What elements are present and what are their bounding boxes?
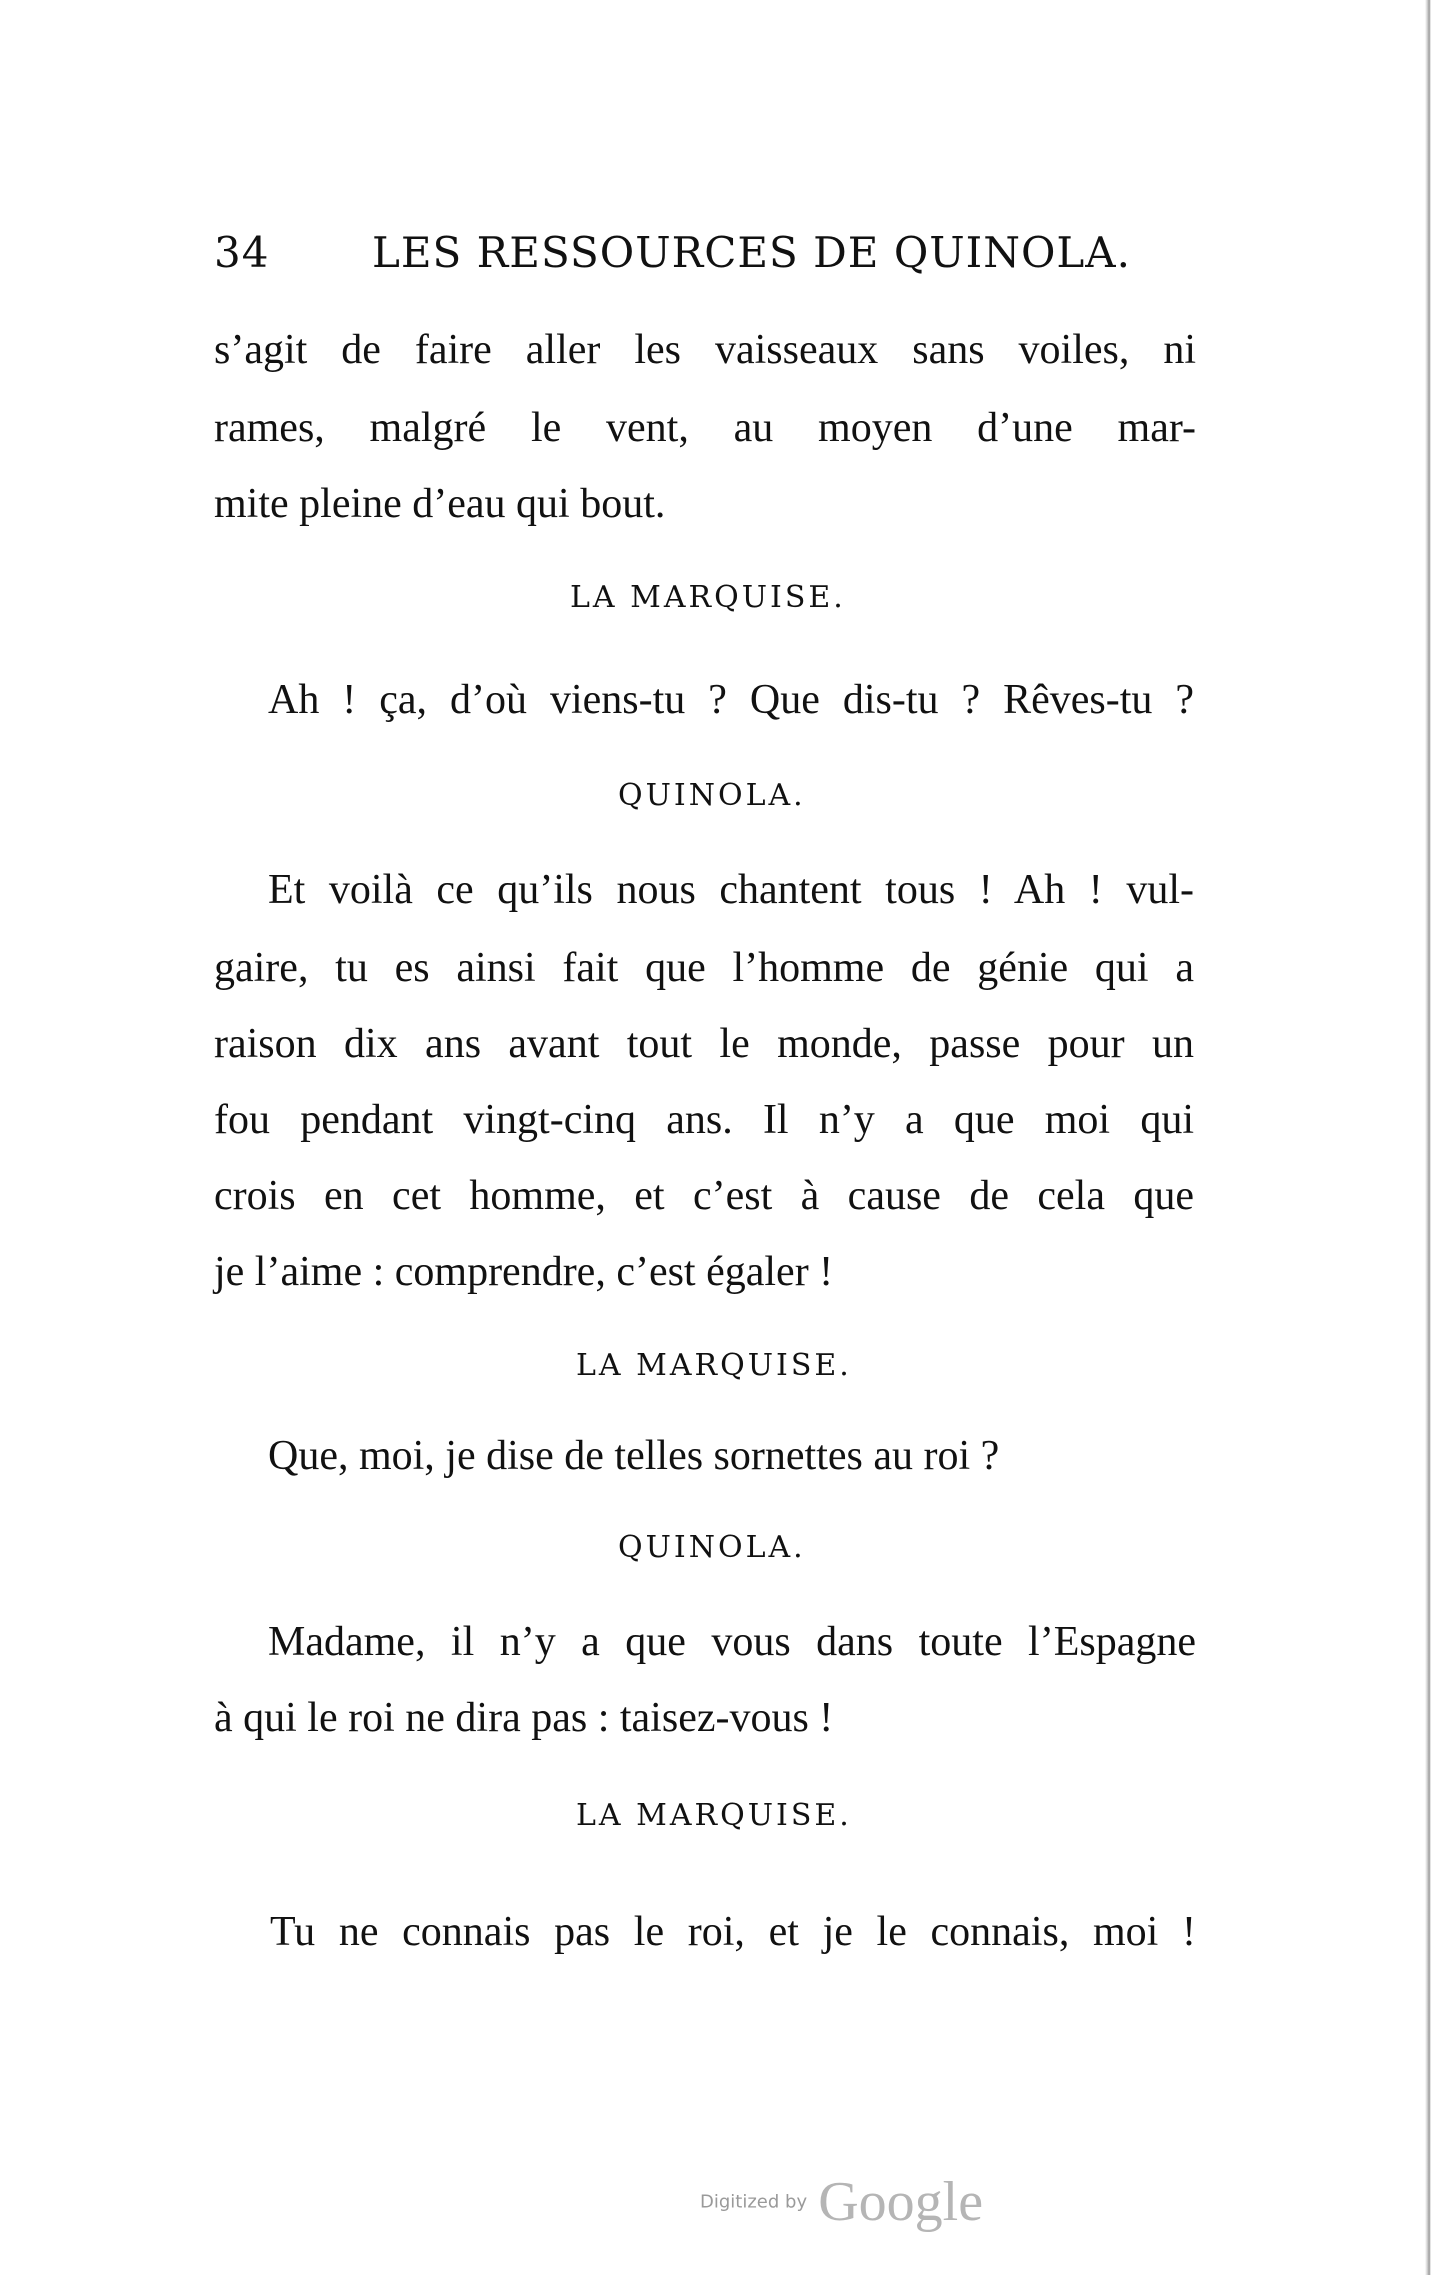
speaker-name: LA MARQUISE.	[576, 1798, 852, 1833]
text-line: Et voilà ce qu’ils nous chantent tous ! Ah ! vul-	[268, 867, 1194, 913]
text-line: crois en cet homme, et c’est à cause de cela que	[214, 1173, 1194, 1219]
text-line: Ah ! ça, d’où viens-tu ? Que dis-tu ? Rêves-tu ?	[268, 677, 1194, 723]
text-line: rames, malgré le vent, au moyen d’une mar-	[214, 405, 1196, 451]
running-header	[214, 228, 1131, 288]
text-line: Madame, il n’y a que vous dans toute l’Espagne	[268, 1619, 1196, 1665]
digitized-watermark	[700, 2170, 983, 2234]
text-line: à qui le roi ne dira pas : taisez-vous !	[214, 1695, 834, 1741]
text-line: mite pleine d’eau qui bout.	[214, 481, 666, 527]
digitized-label: Digitized by	[700, 2191, 808, 2213]
text-line: je l’aime : comprendre, c’est égaler !	[214, 1249, 834, 1295]
google-logo: Google	[818, 2171, 984, 2233]
text-line: fou pendant vingt-cinq ans. Il n’y a que moi qui	[214, 1097, 1194, 1143]
speaker-name: QUINOLA.	[618, 778, 806, 813]
running-title: LES RESSOURCES DE QUINOLA.	[372, 228, 1131, 277]
text-line: gaire, tu es ainsi fait que l’homme de génie qui a	[214, 945, 1194, 991]
text-line: Tu ne connais pas le roi, et je le connais, moi !	[270, 1909, 1196, 1955]
speaker-name: LA MARQUISE.	[576, 1348, 852, 1383]
page-edge	[1425, 0, 1431, 2275]
text-line: s’agit de faire aller les vaisseaux sans voiles, ni	[214, 327, 1196, 373]
speaker-name: QUINOLA.	[618, 1530, 806, 1565]
text-line: raison dix ans avant tout le monde, passe pour un	[214, 1021, 1194, 1067]
speaker-name: LA MARQUISE.	[570, 580, 846, 615]
text-line: Que, moi, je dise de telles sornettes au roi ?	[268, 1433, 1000, 1479]
page-number: 34	[214, 228, 270, 277]
